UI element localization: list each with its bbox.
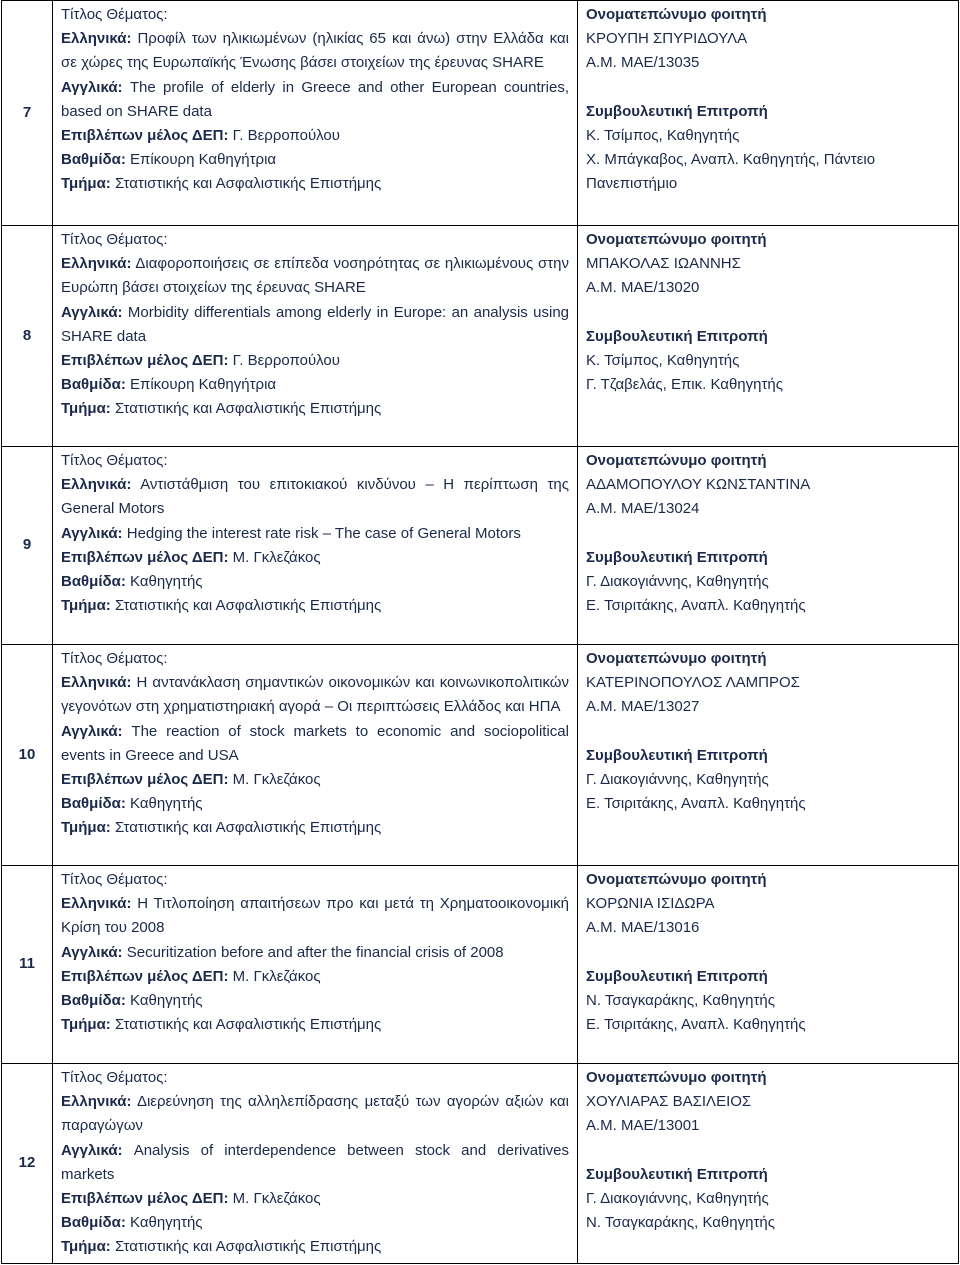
supervisor-line xyxy=(61,768,569,792)
supervisor-label: Επιβλέπων μέλος ΔΕΠ: xyxy=(61,967,229,985)
committee-member-line xyxy=(586,1013,950,1037)
greek-title: Διερεύνηση της αλληλεπίδρασης μεταξύ των αγορών αξιών και παραγώγων xyxy=(61,1093,569,1135)
committee-heading xyxy=(586,965,950,989)
student-name-line xyxy=(586,252,950,276)
greek-title-label: Ελληνικά: xyxy=(61,255,132,273)
english-title-label: Αγγλικά: xyxy=(61,78,123,96)
student-name: ΜΠΑΚΟΛΑΣ ΙΩΑΝΝΗΣ xyxy=(586,255,741,273)
greek-title-label: Ελληνικά: xyxy=(61,30,132,48)
student-name-line xyxy=(586,1090,950,1114)
supervisor-line xyxy=(61,965,569,989)
student-cell xyxy=(578,226,959,446)
topic-title-heading xyxy=(61,1066,569,1090)
student-id: Α.Μ. ΜΑΕ/13016 xyxy=(586,919,700,937)
topic-title-heading xyxy=(61,3,569,27)
table-row xyxy=(2,866,959,1064)
committee-member: Κ. Τσίμπος, Καθηγητής xyxy=(586,352,740,369)
student-name-label: Ονοματεπώνυμο φοιτητή xyxy=(586,650,767,667)
committee-heading xyxy=(586,744,950,768)
row-number: 9 xyxy=(22,536,32,554)
student-id-line xyxy=(586,1114,950,1138)
committee-member: Γ. Διακογιάννης, Καθηγητής xyxy=(586,771,769,788)
committee-member-line xyxy=(586,570,950,594)
committee-member: Κ. Τσίμπος, Καθηγητής xyxy=(586,127,740,144)
department-name: Στατιστικής και Ασφαλιστικής Επιστήμης xyxy=(114,1016,382,1034)
english-title: Securitization before and after the financial crisis of 2008 xyxy=(126,943,504,961)
table-row xyxy=(2,226,959,447)
english-title-line xyxy=(61,720,569,768)
topic-title-label: Τίτλος Θέματος: xyxy=(61,871,168,888)
topic-title-label: Τίτλος Θέματος: xyxy=(61,231,168,248)
topic-cell xyxy=(53,447,578,644)
greek-title-label: Ελληνικά: xyxy=(61,895,132,913)
student-id: Α.Μ. ΜΑΕ/13024 xyxy=(586,500,700,518)
committee-member-line xyxy=(586,594,950,618)
student-name-label: Ονοματεπώνυμο φοιτητή xyxy=(586,6,767,23)
row-number: 10 xyxy=(18,745,36,763)
student-id: Α.Μ. ΜΑΕ/13001 xyxy=(586,1117,700,1135)
committee-member: Γ. Διακογιάννης, Καθηγητής xyxy=(586,1190,769,1207)
supervisor-label: Επιβλέπων μέλος ΔΕΠ: xyxy=(61,771,229,789)
rank-line xyxy=(61,373,569,397)
student-name-label: Ονοματεπώνυμο φοιτητή xyxy=(586,871,767,888)
supervisor-name: Γ. Βερροπούλου xyxy=(232,352,340,370)
english-title-line xyxy=(61,941,569,965)
student-name-line xyxy=(586,473,950,497)
english-title: Morbidity differentials among elderly in Europe: an analysis using SHARE data xyxy=(61,303,570,345)
english-title-label: Αγγλικά: xyxy=(61,943,123,961)
supervisor-name: Μ. Γκλεζάκος xyxy=(232,548,321,566)
department-name: Στατιστικής και Ασφαλιστικής Επιστήμης xyxy=(114,1238,382,1256)
row-number-cell xyxy=(2,447,53,644)
row-number: 11 xyxy=(19,955,35,973)
supervisor-label: Επιβλέπων μέλος ΔΕΠ: xyxy=(61,352,229,370)
student-cell xyxy=(578,1,959,225)
topic-title-label: Τίτλος Θέματος: xyxy=(61,6,168,23)
committee-label: Συμβουλευτική Επιτροπή xyxy=(586,746,768,764)
row-number-cell xyxy=(2,866,53,1063)
student-id: Α.Μ. ΜΑΕ/13020 xyxy=(586,279,700,297)
greek-title: Η Τιτλοποίηση απαιτήσεων προ και μετά τη Χρηματοοικονομική Κρίση του 2008 xyxy=(61,895,569,937)
student-cell xyxy=(578,447,959,644)
committee-member: Χ. Μπάγκαβος, Αναπλ. Καθηγητής, Πάντειο Πανεπιστήμιο xyxy=(586,151,876,193)
committee-member-line xyxy=(586,373,950,397)
greek-title-line xyxy=(61,892,569,940)
topic-title-heading xyxy=(61,647,569,671)
department-name: Στατιστικής και Ασφαλιστικής Επιστήμης xyxy=(114,400,382,418)
student-name: ΧΟΥΛΙΑΡΑΣ ΒΑΣΙΛΕΙΟΣ xyxy=(586,1093,752,1111)
topic-title-label: Τίτλος Θέματος: xyxy=(61,1069,168,1086)
student-name-heading xyxy=(586,3,950,27)
student-name: ΚΡΟΥΠΗ ΣΠΥΡΙΔΟΥΛΑ xyxy=(586,30,748,48)
row-number-cell xyxy=(2,1,53,225)
rank-line xyxy=(61,792,569,816)
student-name-line xyxy=(586,671,950,695)
student-cell xyxy=(578,645,959,865)
student-id-line xyxy=(586,51,950,75)
student-name: ΚΑΤΕΡΙΝΟΠΟΥΛΟΣ ΛΑΜΠΡΟΣ xyxy=(586,674,800,692)
english-title: The profile of elderly in Greece and other European countries, based on SHARE data xyxy=(61,78,569,120)
english-title-label: Αγγλικά: xyxy=(61,524,123,542)
committee-label: Συμβουλευτική Επιτροπή xyxy=(586,1165,768,1183)
row-number: 8 xyxy=(22,326,32,344)
greek-title-line xyxy=(61,1090,569,1138)
topic-title-label: Τίτλος Θέματος: xyxy=(61,452,168,469)
supervisor-label: Επιβλέπων μέλος ΔΕΠ: xyxy=(61,127,229,145)
english-title: The reaction of stock markets to economic and sociopolitical events in Greece and USA xyxy=(61,722,569,764)
english-title: Analysis of interdependence between stock and derivatives markets xyxy=(61,1141,569,1183)
student-name-heading xyxy=(586,868,950,892)
topic-title-heading xyxy=(61,449,569,473)
student-name-label: Ονοματεπώνυμο φοιτητή xyxy=(586,452,767,469)
committee-member: Ε. Τσιριτάκης, Αναπλ. Καθηγητής xyxy=(586,597,806,615)
supervisor-rank: Επίκουρη Καθηγήτρια xyxy=(130,376,277,394)
committee-label: Συμβουλευτική Επιτροπή xyxy=(586,102,768,120)
committee-heading xyxy=(586,546,950,570)
department-line xyxy=(61,816,569,840)
rank-line xyxy=(61,148,569,172)
row-number: 7 xyxy=(22,103,32,121)
committee-member-line xyxy=(586,768,950,792)
row-number-cell xyxy=(2,226,53,446)
committee-member-line xyxy=(586,1211,950,1235)
department-line xyxy=(61,172,569,196)
department-name: Στατιστικής και Ασφαλιστικής Επιστήμης xyxy=(114,819,382,837)
supervisor-line xyxy=(61,1187,569,1211)
committee-member-line xyxy=(586,1187,950,1211)
supervisor-name: Μ. Γκλεζάκος xyxy=(232,1190,321,1208)
student-name-heading xyxy=(586,228,950,252)
student-id-line xyxy=(586,276,950,300)
topic-cell xyxy=(53,645,578,865)
greek-title: Αντιστάθμιση του επιτοκιακού κινδύνου – Η περίπτωση της General Motors xyxy=(61,476,570,518)
department-label: Τμήμα: xyxy=(61,597,111,615)
topic-cell xyxy=(53,866,578,1063)
table-row xyxy=(2,1,959,226)
row-number-cell xyxy=(2,645,53,865)
topic-title-heading xyxy=(61,868,569,892)
greek-title: Διαφοροποιήσεις σε επίπεδα νοσηρότητας σε ηλικιωμένους στην Ευρώπη βάσει στοιχείων της έρευνας SHARE xyxy=(61,255,569,297)
rank-label: Βαθμίδα: xyxy=(61,376,126,394)
topic-title-label: Τίτλος Θέματος: xyxy=(61,650,168,667)
greek-title-line xyxy=(61,473,569,521)
row-number: 12 xyxy=(18,1154,36,1172)
greek-title: Η αντανάκλαση σημαντικών οικονομικών και κοινωνικοπολιτικών γεγονότων στη χρηματιστηριακή αγορά – Οι περιπτώσεις Ελλάδος και ΗΠΑ xyxy=(61,674,569,716)
student-name-line xyxy=(586,27,950,51)
supervisor-label: Επιβλέπων μέλος ΔΕΠ: xyxy=(61,1190,229,1208)
supervisor-rank: Καθηγητής xyxy=(130,795,203,813)
rank-line xyxy=(61,1211,569,1235)
committee-member-line xyxy=(586,124,950,148)
student-name: ΚΟΡΩΝΙΑ ΙΣΙΔΩΡΑ xyxy=(586,895,715,913)
topic-cell xyxy=(53,1064,578,1263)
supervisor-label: Επιβλέπων μέλος ΔΕΠ: xyxy=(61,548,229,566)
supervisor-line xyxy=(61,546,569,570)
english-title-line xyxy=(61,1139,569,1187)
committee-heading xyxy=(586,100,950,124)
committee-member: Ε. Τσιριτάκης, Αναπλ. Καθηγητής xyxy=(586,795,806,813)
rank-line xyxy=(61,989,569,1013)
supervisor-name: Γ. Βερροπούλου xyxy=(232,127,340,145)
supervisor-line xyxy=(61,349,569,373)
department-label: Τμήμα: xyxy=(61,175,111,193)
department-line xyxy=(61,1013,569,1037)
committee-heading xyxy=(586,1163,950,1187)
student-id-line xyxy=(586,497,950,521)
committee-member-line xyxy=(586,792,950,816)
supervisor-rank: Καθηγητής xyxy=(130,992,203,1010)
student-id-line xyxy=(586,695,950,719)
table-row xyxy=(2,447,959,645)
student-name-heading xyxy=(586,449,950,473)
english-title-label: Αγγλικά: xyxy=(61,722,123,740)
supervisor-name: Μ. Γκλεζάκος xyxy=(232,771,321,789)
student-name-heading xyxy=(586,647,950,671)
department-label: Τμήμα: xyxy=(61,400,111,418)
committee-member: Γ. Τζαβελάς, Επικ. Καθηγητής xyxy=(586,376,783,394)
rank-line xyxy=(61,570,569,594)
student-name-label: Ονοματεπώνυμο φοιτητή xyxy=(586,231,767,248)
english-title-line xyxy=(61,76,569,124)
committee-label: Συμβουλευτική Επιτροπή xyxy=(586,967,768,985)
topic-cell xyxy=(53,226,578,446)
table-row xyxy=(2,645,959,866)
greek-title-line xyxy=(61,27,569,75)
supervisor-rank: Καθηγητής xyxy=(130,1214,203,1232)
english-title-label: Αγγλικά: xyxy=(61,1141,123,1159)
rank-label: Βαθμίδα: xyxy=(61,992,126,1010)
student-cell xyxy=(578,1064,959,1263)
topic-cell xyxy=(53,1,578,225)
topic-title-heading xyxy=(61,228,569,252)
department-line xyxy=(61,397,569,421)
supervisor-rank: Καθηγητής xyxy=(130,573,203,591)
rank-label: Βαθμίδα: xyxy=(61,795,126,813)
thesis-topics-table xyxy=(1,0,959,1264)
committee-member: Ν. Τσαγκαράκης, Καθηγητής xyxy=(586,992,775,1009)
greek-title-line xyxy=(61,671,569,719)
student-id: Α.Μ. ΜΑΕ/13035 xyxy=(586,54,700,72)
student-name-line xyxy=(586,892,950,916)
table-row xyxy=(2,1064,959,1264)
student-id-line xyxy=(586,916,950,940)
department-name: Στατιστικής και Ασφαλιστικής Επιστήμης xyxy=(114,175,382,193)
department-label: Τμήμα: xyxy=(61,1016,111,1034)
student-name-label: Ονοματεπώνυμο φοιτητή xyxy=(586,1069,767,1086)
department-label: Τμήμα: xyxy=(61,1238,111,1256)
department-line xyxy=(61,1235,569,1259)
greek-title-line xyxy=(61,252,569,300)
department-label: Τμήμα: xyxy=(61,819,111,837)
supervisor-rank: Επίκουρη Καθηγήτρια xyxy=(130,151,277,169)
committee-label: Συμβουλευτική Επιτροπή xyxy=(586,327,768,345)
committee-member: Ν. Τσαγκαράκης, Καθηγητής xyxy=(586,1214,775,1232)
row-number-cell xyxy=(2,1064,53,1263)
rank-label: Βαθμίδα: xyxy=(61,573,126,591)
committee-member-line xyxy=(586,989,950,1013)
greek-title-label: Ελληνικά: xyxy=(61,1093,132,1111)
rank-label: Βαθμίδα: xyxy=(61,1214,126,1232)
supervisor-name: Μ. Γκλεζάκος xyxy=(232,967,321,985)
committee-member: Ε. Τσιριτάκης, Αναπλ. Καθηγητής xyxy=(586,1016,806,1034)
greek-title: Προφίλ των ηλικιωμένων (ηλικίας 65 και άνω) στην Ελλάδα και σε χώρες της Ευρωπαϊκής Ένωσης βάσει στοιχείων της έρευνας SHARE xyxy=(61,30,569,72)
english-title: Hedging the interest rate risk – The case of General Motors xyxy=(126,524,521,542)
student-id: Α.Μ. ΜΑΕ/13027 xyxy=(586,698,700,716)
student-name-heading xyxy=(586,1066,950,1090)
english-title-line xyxy=(61,301,569,349)
committee-label: Συμβουλευτική Επιτροπή xyxy=(586,548,768,566)
committee-member-line xyxy=(586,349,950,373)
greek-title-label: Ελληνικά: xyxy=(61,674,132,692)
committee-member: Γ. Διακογιάννης, Καθηγητής xyxy=(586,573,769,590)
english-title-label: Αγγλικά: xyxy=(61,303,123,321)
greek-title-label: Ελληνικά: xyxy=(61,476,132,494)
english-title-line xyxy=(61,522,569,546)
student-name: ΑΔΑΜΟΠΟΥΛΟΥ ΚΩΝΣΤΑΝΤΙΝΑ xyxy=(586,476,811,494)
committee-member-line xyxy=(586,148,950,196)
committee-heading xyxy=(586,325,950,349)
department-name: Στατιστικής και Ασφαλιστικής Επιστήμης xyxy=(114,597,382,615)
supervisor-line xyxy=(61,124,569,148)
rank-label: Βαθμίδα: xyxy=(61,151,126,169)
department-line xyxy=(61,594,569,618)
student-cell xyxy=(578,866,959,1063)
